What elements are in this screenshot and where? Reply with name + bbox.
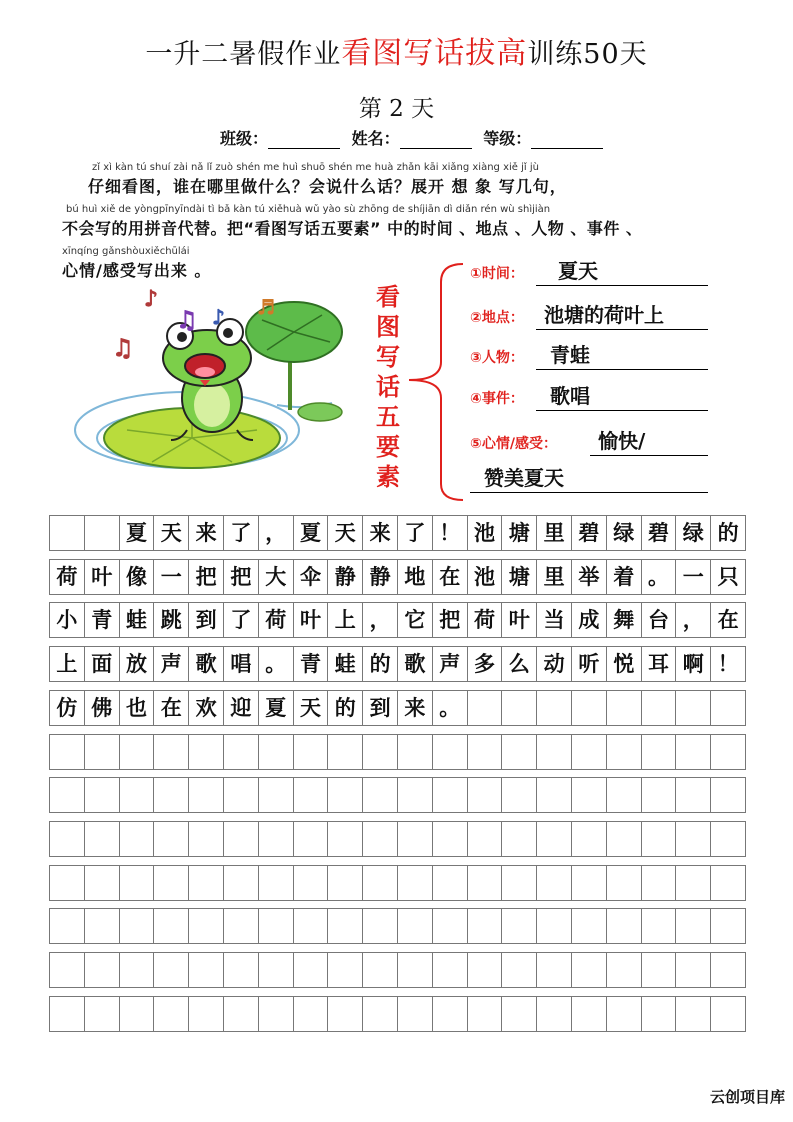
grid-cell[interactable] [571, 821, 607, 857]
grid-cell[interactable]: 在 [710, 602, 746, 638]
grid-cell[interactable] [49, 865, 85, 901]
grid-cell[interactable]: 荷 [49, 559, 85, 595]
grid-cell[interactable] [362, 908, 398, 944]
grid-cell[interactable] [397, 821, 433, 857]
grid-cell[interactable] [223, 865, 259, 901]
grid-cell[interactable]: 了 [397, 515, 433, 551]
grid-cell[interactable] [675, 908, 711, 944]
grid-cell[interactable]: 一 [153, 559, 189, 595]
grid-cell[interactable]: ！ [432, 515, 468, 551]
pinyin-line-2: bú huì xiě de yòngpīnyīndài tì bǎ kàn tú xiěhuà wǔ yào sù zhōng de shíjiān dì diǎn rén wù shìjiàn [66, 204, 551, 215]
grid-cell[interactable]: 青 [293, 646, 329, 682]
grid-cell[interactable] [432, 996, 468, 1032]
grid-cell[interactable]: ， [362, 602, 398, 638]
grid-cell[interactable]: 到 [188, 602, 224, 638]
grid-cell[interactable] [606, 821, 642, 857]
name-blank[interactable] [400, 134, 472, 149]
grid-cell[interactable]: 荷 [258, 602, 294, 638]
grid-cell[interactable]: 了 [223, 602, 259, 638]
grid-cell[interactable]: 。 [641, 559, 677, 595]
grid-cell[interactable] [119, 996, 155, 1032]
grade-blank[interactable] [531, 134, 603, 149]
underline [536, 369, 708, 370]
element-label: ⑤心情/感受： [470, 436, 557, 452]
grid-cell[interactable] [536, 908, 572, 944]
grid-cell[interactable]: 把 [188, 559, 224, 595]
grid-cell[interactable]: 唱 [223, 646, 259, 682]
grid-cell[interactable] [188, 952, 224, 988]
grid-cell[interactable] [710, 908, 746, 944]
brace-icon [405, 262, 465, 502]
grid-cell[interactable]: 上 [49, 646, 85, 682]
grid-cell[interactable] [84, 734, 120, 770]
element-label: ③人物： [470, 350, 524, 366]
element-feeling-continued [470, 465, 710, 493]
element-value: 夏天 [558, 259, 598, 283]
grid-cell[interactable] [49, 777, 85, 813]
grid-cell[interactable] [675, 734, 711, 770]
grid-cell[interactable] [467, 734, 503, 770]
grid-cell[interactable]: 天 [293, 690, 329, 726]
five-title-char: 素 [376, 462, 400, 491]
grid-cell[interactable]: 上 [327, 602, 363, 638]
grid-cell[interactable] [293, 996, 329, 1032]
element-value: 歌唱 [550, 384, 590, 408]
grid-cell[interactable] [84, 777, 120, 813]
grid-cell[interactable] [293, 777, 329, 813]
grid-cell[interactable] [188, 908, 224, 944]
grid-cell[interactable] [536, 734, 572, 770]
grid-cell[interactable] [710, 996, 746, 1032]
grid-cell[interactable] [710, 690, 746, 726]
grid-cell[interactable] [536, 996, 572, 1032]
grid-cell[interactable] [467, 821, 503, 857]
grid-cell[interactable] [467, 777, 503, 813]
grid-cell[interactable] [432, 821, 468, 857]
grid-cell[interactable] [153, 908, 189, 944]
class-blank[interactable] [268, 134, 340, 149]
grid-cell[interactable] [362, 865, 398, 901]
grid-cell[interactable]: 塘 [501, 559, 537, 595]
grid-cell[interactable] [432, 908, 468, 944]
grid-cell[interactable]: 着 [606, 559, 642, 595]
grid-cell[interactable]: 池 [467, 515, 503, 551]
grid-cell[interactable] [710, 821, 746, 857]
five-title-char: 话 [376, 372, 400, 401]
grid-cell[interactable] [119, 865, 155, 901]
grid-cell[interactable] [258, 996, 294, 1032]
grid-cell[interactable]: 绿 [606, 515, 642, 551]
grid-cell[interactable]: ！ [710, 646, 746, 682]
grid-cell[interactable]: 把 [432, 602, 468, 638]
footer-watermark: 云创项目库 [709, 1088, 785, 1106]
element-label: ②地点： [470, 310, 524, 326]
grid-cell[interactable]: 悦 [606, 646, 642, 682]
grid-cell[interactable] [153, 952, 189, 988]
grid-cell[interactable]: 歌 [397, 646, 433, 682]
grid-cell[interactable] [258, 865, 294, 901]
grid-cell[interactable]: 歌 [188, 646, 224, 682]
grid-cell[interactable] [641, 865, 677, 901]
grid-cell[interactable] [188, 777, 224, 813]
grid-cell[interactable]: 只 [710, 559, 746, 595]
grid-cell[interactable]: 天 [153, 515, 189, 551]
grid-cell[interactable] [258, 777, 294, 813]
grid-cell[interactable] [327, 908, 363, 944]
grid-cell[interactable] [223, 996, 259, 1032]
grid-cell[interactable]: 里 [536, 515, 572, 551]
grid-cell[interactable] [84, 865, 120, 901]
underline [536, 329, 708, 330]
grid-cell[interactable] [84, 996, 120, 1032]
grid-cell[interactable]: 举 [571, 559, 607, 595]
grid-cell[interactable] [606, 777, 642, 813]
grid-cell[interactable]: 碧 [571, 515, 607, 551]
grid-cell[interactable] [501, 690, 537, 726]
grid-cell[interactable]: 塘 [501, 515, 537, 551]
grid-cell[interactable] [432, 952, 468, 988]
underline [470, 492, 708, 493]
grid-cell[interactable]: 静 [362, 559, 398, 595]
grid-cell[interactable]: 的 [710, 515, 746, 551]
grid-cell[interactable] [536, 952, 572, 988]
grid-cell[interactable] [327, 996, 363, 1032]
grid-cell[interactable] [606, 690, 642, 726]
grid-cell[interactable] [710, 865, 746, 901]
grid-cell[interactable]: 当 [536, 602, 572, 638]
underline [536, 410, 708, 411]
grid-cell[interactable]: 来 [362, 515, 398, 551]
underline [536, 285, 708, 286]
grid-cell[interactable]: ， [675, 602, 711, 638]
grid-cell[interactable] [710, 734, 746, 770]
grid-cell[interactable] [153, 821, 189, 857]
grid-cell[interactable]: 的 [362, 646, 398, 682]
grid-cell[interactable]: 蛙 [119, 602, 155, 638]
grid-cell[interactable] [293, 821, 329, 857]
grid-cell[interactable] [501, 734, 537, 770]
grid-cell[interactable] [675, 865, 711, 901]
grid-cell[interactable] [571, 734, 607, 770]
grid-cell[interactable]: 欢 [188, 690, 224, 726]
grid-cell[interactable] [536, 865, 572, 901]
grid-cell[interactable]: 成 [571, 602, 607, 638]
grid-cell[interactable]: 里 [536, 559, 572, 595]
grid-cell[interactable] [84, 908, 120, 944]
grid-cell[interactable]: 来 [397, 690, 433, 726]
pinyin-line-3: xīnqíng gǎnshòuxiěchūlái [62, 246, 190, 257]
grid-cell[interactable] [501, 777, 537, 813]
grid-cell[interactable]: 在 [432, 559, 468, 595]
grid-cell[interactable] [293, 734, 329, 770]
grid-cell[interactable] [606, 996, 642, 1032]
grid-cell[interactable] [327, 777, 363, 813]
grid-cell[interactable] [501, 821, 537, 857]
grid-cell[interactable]: 池 [467, 559, 503, 595]
svg-text:♪: ♪ [144, 287, 159, 312]
grid-cell[interactable] [467, 996, 503, 1032]
grid-cell[interactable]: 仿 [49, 690, 85, 726]
grid-cell[interactable] [153, 734, 189, 770]
name-label: 姓名： [351, 129, 400, 148]
grid-cell[interactable]: 天 [327, 515, 363, 551]
grid-cell[interactable]: 来 [188, 515, 224, 551]
grid-cell[interactable]: 听 [571, 646, 607, 682]
five-title-char: 图 [376, 312, 400, 341]
five-title-char: 写 [376, 342, 400, 371]
grid-cell[interactable]: 荷 [467, 602, 503, 638]
grid-cell[interactable] [153, 777, 189, 813]
grid-cell[interactable] [49, 821, 85, 857]
grid-cell[interactable] [362, 777, 398, 813]
element-label: ①时间： [470, 266, 524, 282]
grid-cell[interactable] [675, 777, 711, 813]
grid-cell[interactable] [606, 908, 642, 944]
grid-cell[interactable]: 碧 [641, 515, 677, 551]
element-value: 青蛙 [550, 343, 590, 367]
grid-cell[interactable] [119, 952, 155, 988]
grid-cell[interactable] [223, 777, 259, 813]
five-title-char: 看 [376, 282, 400, 311]
five-elements-title [371, 282, 405, 492]
grid-cell[interactable]: 的 [327, 690, 363, 726]
class-label: 班级： [220, 129, 269, 148]
grid-cell[interactable] [84, 821, 120, 857]
grid-cell[interactable]: 也 [119, 690, 155, 726]
frog-illustration [72, 280, 347, 500]
grid-cell[interactable]: 大 [258, 559, 294, 595]
grid-cell[interactable] [153, 865, 189, 901]
grid-cell[interactable] [397, 908, 433, 944]
grid-cell[interactable] [536, 777, 572, 813]
grid-cell[interactable] [710, 952, 746, 988]
grid-cell[interactable]: 么 [501, 646, 537, 682]
grid-cell[interactable]: 伞 [293, 559, 329, 595]
grid-cell[interactable] [258, 821, 294, 857]
grid-cell[interactable] [641, 734, 677, 770]
grid-cell[interactable]: 放 [119, 646, 155, 682]
element-time [470, 258, 710, 286]
grid-cell[interactable]: 。 [258, 646, 294, 682]
grid-cell[interactable] [293, 865, 329, 901]
grid-cell[interactable] [501, 952, 537, 988]
grid-cell[interactable] [84, 952, 120, 988]
grid-cell[interactable] [397, 996, 433, 1032]
instruction-line-3: 心情/感受写出来 。 [62, 261, 212, 280]
grid-cell[interactable] [362, 821, 398, 857]
five-title-char: 五 [376, 402, 400, 431]
grid-cell[interactable]: 它 [397, 602, 433, 638]
element-value: 愉快/ [598, 429, 646, 453]
grid-cell[interactable]: 跳 [153, 602, 189, 638]
grid-cell[interactable]: 声 [153, 646, 189, 682]
grid-cell[interactable] [188, 734, 224, 770]
grid-cell[interactable]: 地 [397, 559, 433, 595]
grid-cell[interactable] [258, 908, 294, 944]
day-number: 第 2 天 [358, 96, 435, 122]
grid-cell[interactable]: 静 [327, 559, 363, 595]
title-suffix: 训练50天 [527, 39, 648, 70]
grid-cell[interactable] [501, 996, 537, 1032]
grid-cell[interactable]: 青 [84, 602, 120, 638]
instruction-line-2: 不会写的用拼音代替。把“看图写话五要素” 中的时间 、地点 、人物 、事件 、 [62, 219, 643, 238]
element-character [470, 342, 710, 370]
grid-cell[interactable]: 到 [362, 690, 398, 726]
grid-cell[interactable]: 面 [84, 646, 120, 682]
grid-cell[interactable]: 夏 [258, 690, 294, 726]
grid-cell[interactable] [467, 908, 503, 944]
grid-cell[interactable]: 叶 [501, 602, 537, 638]
svg-text:♪: ♪ [212, 305, 225, 329]
svg-text:♫: ♫ [112, 334, 134, 362]
grid-cell[interactable] [501, 865, 537, 901]
grid-cell[interactable] [327, 952, 363, 988]
grid-cell[interactable] [641, 821, 677, 857]
grid-cell[interactable] [606, 865, 642, 901]
grid-cell[interactable] [327, 734, 363, 770]
element-event [470, 383, 710, 411]
grid-cell[interactable]: 把 [223, 559, 259, 595]
grid-cell[interactable] [49, 996, 85, 1032]
grid-cell[interactable]: 耳 [641, 646, 677, 682]
grid-cell[interactable] [397, 777, 433, 813]
grid-cell[interactable]: ， [258, 515, 294, 551]
grid-cell[interactable] [536, 821, 572, 857]
grid-cell[interactable] [467, 952, 503, 988]
element-label: ④事件： [470, 391, 524, 407]
grid-cell[interactable]: 迎 [223, 690, 259, 726]
grid-cell[interactable] [641, 690, 677, 726]
grid-cell[interactable] [501, 908, 537, 944]
grid-cell[interactable] [710, 777, 746, 813]
grid-cell[interactable] [119, 821, 155, 857]
grid-cell[interactable]: 。 [432, 690, 468, 726]
grid-cell[interactable] [641, 996, 677, 1032]
grid-cell[interactable] [467, 865, 503, 901]
title-highlight: 看图写话拔高 [341, 36, 528, 71]
grid-cell[interactable] [606, 952, 642, 988]
grid-cell[interactable]: 一 [675, 559, 711, 595]
grid-cell[interactable] [362, 734, 398, 770]
grid-cell[interactable]: 夏 [293, 515, 329, 551]
grid-cell[interactable] [536, 690, 572, 726]
grid-cell[interactable] [153, 996, 189, 1032]
grid-cell[interactable] [84, 515, 120, 551]
grid-cell[interactable]: 台 [641, 602, 677, 638]
grid-cell[interactable] [571, 865, 607, 901]
grid-cell[interactable] [571, 952, 607, 988]
grid-cell[interactable]: 绿 [675, 515, 711, 551]
grid-cell[interactable]: 了 [223, 515, 259, 551]
grid-cell[interactable] [49, 515, 85, 551]
element-feeling [470, 428, 710, 456]
grid-cell[interactable] [641, 952, 677, 988]
grid-cell[interactable] [223, 952, 259, 988]
grid-cell[interactable] [675, 821, 711, 857]
grid-cell[interactable] [571, 996, 607, 1032]
grid-cell[interactable] [675, 690, 711, 726]
grid-cell[interactable]: 小 [49, 602, 85, 638]
grid-cell[interactable] [188, 996, 224, 1032]
five-title-char: 要 [376, 432, 400, 461]
grid-cell[interactable] [119, 734, 155, 770]
grid-cell[interactable] [571, 908, 607, 944]
instruction-line-1: 仔细看图，谁在哪里做什么？会说什么话？展开 想 象 写几句， [88, 177, 567, 196]
grid-cell[interactable]: 像 [119, 559, 155, 595]
grid-cell[interactable] [467, 690, 503, 726]
grid-cell[interactable] [432, 734, 468, 770]
grid-cell[interactable] [327, 865, 363, 901]
grade-label: 等级： [483, 129, 532, 148]
grid-cell[interactable]: 叶 [293, 602, 329, 638]
grid-cell[interactable] [641, 777, 677, 813]
grid-cell[interactable]: 声 [432, 646, 468, 682]
element-value: 池塘的荷叶上 [544, 303, 664, 327]
svg-text:♬: ♬ [257, 295, 275, 319]
grid-cell[interactable]: 在 [153, 690, 189, 726]
grid-cell[interactable]: 叶 [84, 559, 120, 595]
grid-cell[interactable] [571, 777, 607, 813]
grid-cell[interactable] [397, 952, 433, 988]
grid-cell[interactable] [119, 777, 155, 813]
grid-cell[interactable] [362, 952, 398, 988]
grid-cell[interactable] [327, 821, 363, 857]
grid-cell[interactable]: 啊 [675, 646, 711, 682]
grid-cell[interactable]: 多 [467, 646, 503, 682]
grid-cell[interactable] [293, 908, 329, 944]
grid-cell[interactable]: 动 [536, 646, 572, 682]
grid-cell[interactable] [397, 865, 433, 901]
grid-cell[interactable] [675, 996, 711, 1032]
grid-cell[interactable]: 夏 [119, 515, 155, 551]
grid-cell[interactable] [571, 690, 607, 726]
grid-cell[interactable] [258, 952, 294, 988]
grid-cell[interactable] [675, 952, 711, 988]
element-place [470, 302, 710, 330]
grid-cell[interactable] [432, 777, 468, 813]
element-value: 赞美夏天 [484, 466, 564, 490]
grid-cell[interactable] [432, 865, 468, 901]
underline [590, 455, 708, 456]
grid-cell[interactable] [49, 734, 85, 770]
student-info [220, 126, 609, 149]
grid-cell[interactable] [362, 996, 398, 1032]
grid-cell[interactable] [188, 865, 224, 901]
title-prefix: 一升二暑假作业 [145, 39, 342, 70]
grid-cell[interactable] [293, 952, 329, 988]
grid-cell[interactable] [223, 908, 259, 944]
grid-cell[interactable]: 舞 [606, 602, 642, 638]
grid-cell[interactable] [223, 821, 259, 857]
page-title [0, 28, 793, 72]
grid-cell[interactable]: 佛 [84, 690, 120, 726]
grid-cell[interactable] [188, 821, 224, 857]
svg-text:♫: ♫ [176, 306, 198, 334]
grid-cell[interactable] [49, 952, 85, 988]
grid-cell[interactable] [119, 908, 155, 944]
grid-cell[interactable] [641, 908, 677, 944]
grid-cell[interactable] [397, 734, 433, 770]
grid-cell[interactable]: 蛙 [327, 646, 363, 682]
grid-cell[interactable] [606, 734, 642, 770]
pinyin-line-1: zǐ xì kàn tú shuí zài nǎ lǐ zuò shén me huì shuō shén me huà zhǎn kāi xiǎng xiàng xiě jǐ jù [92, 162, 539, 173]
grid-cell[interactable] [223, 734, 259, 770]
grid-cell[interactable] [258, 734, 294, 770]
grid-cell[interactable] [49, 908, 85, 944]
